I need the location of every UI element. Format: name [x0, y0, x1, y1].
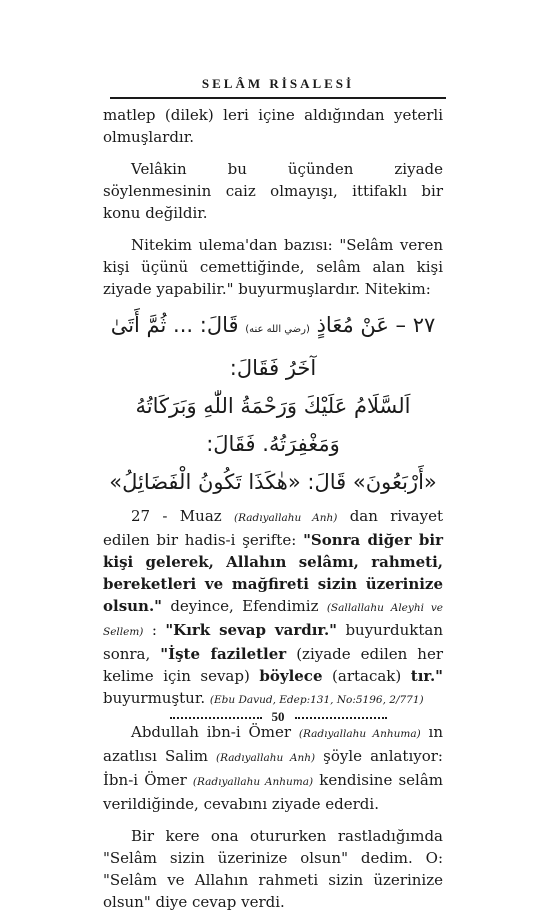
footer-dots-right — [295, 717, 387, 719]
header-rule — [110, 97, 446, 99]
hadith-text: buyurduktan sonra, — [103, 621, 443, 663]
paragraph-text: ın azatlısı Salim — [103, 723, 443, 765]
hadith-quote: "Kırk sevap vardır." — [165, 621, 337, 639]
arabic-line-1 — [103, 306, 443, 387]
running-header: SELÂM RİSALESİ — [201, 76, 355, 91]
hadith-quote: böylece — [259, 667, 323, 685]
page-body — [103, 104, 443, 913]
hadith-text: (artacak) — [322, 667, 411, 685]
hadith-text: : — [143, 621, 166, 639]
hadith-text: (ziyade edilen her kelime için sevap) — [103, 645, 443, 685]
paragraph-5 — [103, 721, 443, 815]
honorific: (Sallallahu Aleyhi ve Sellem) — [103, 602, 443, 638]
hadith-quote: "İşte faziletler — [160, 645, 287, 663]
paragraph-text: şöyle anlatıyor: İbn-i Ömer — [103, 747, 443, 789]
arabic-line-1-end: قَالَ: ... ثُمَّ أَتَىٰ آخَرُ فَقَالَ: — [110, 313, 317, 380]
hadith-text: deyince, Efendimiz — [162, 597, 327, 615]
arabic-line-3: «أَرْبَعُونَ» قَالَ: «هٰكَذَا تَكُونُ الْفَضَائِلُ» — [109, 470, 437, 494]
page-number: 50 — [271, 709, 285, 724]
hadith-text: dan rivayet edilen bir hadis-i şerifte: — [103, 507, 443, 549]
page-footer — [110, 709, 446, 725]
honorific: (Radıyallahu Anh) — [216, 752, 316, 764]
paragraph-1: matlep (dilek) leri içine aldığından yeterli olmuşlardır. — [103, 106, 443, 146]
honorific: (Radıyallahu Anhuma) — [298, 728, 421, 740]
arabic-hadith-text — [103, 306, 443, 501]
hadith-text: 27 - Muaz — [131, 507, 234, 525]
paragraph-3: Nitekim ulema'dan bazısı: "Selâm veren kişi üçünü cemettiğinde, selâm alan kişi ziyade yapabilir." buyurmuşlardır. Nitekim: — [103, 236, 443, 298]
paragraph-2: Velâkin bu üçünden ziyade söylenmesinin caiz olmayışı, ittifaklı bir konu değildir. — [103, 160, 443, 222]
hadith-quote: tır." — [410, 667, 443, 685]
honorific: (Radıyallahu Anh) — [234, 512, 338, 524]
paragraph-text: kendisine selâm verildiğinde, cevabını ziyade ederdi. — [103, 771, 443, 813]
hadith-quote: "Sonra diğer bir kişi gelerek, Allahın selâmı, rahmeti, bereketleri ve mağfireti sizin üzerinize olsun." — [103, 531, 443, 615]
honorific: (Radıyallahu Anhuma) — [192, 776, 314, 788]
hadith-translation — [103, 505, 443, 711]
paragraph-6: Bir kere ona otururken rastladığımda "Selâm sizin üzerinize olsun" dedim. O: "Selâm ve Allahın rahmeti sizin üzerinize olsun" diye cevap verdi. — [103, 827, 443, 911]
arabic-line-2: اَلسَّلَامُ عَلَيْكَ وَرَحْمَةُ اللّٰهِ وَبَرَكَاتُهُ وَمَغْفِرَتُهُ. فَقَالَ: — [135, 394, 411, 456]
arabic-line-1-start: ٢٧ – عَنْ مُعَاذٍ — [316, 313, 436, 337]
paragraph-text: Abdullah ibn-i Ömer — [131, 723, 299, 741]
arabic-honorific: (رضي الله عنه) — [245, 324, 310, 335]
hadith-text: buyurmuştur. — [103, 689, 210, 707]
hadith-reference: (Ebu Davud, Edep:131, No:5196, 2/771) — [209, 694, 424, 706]
footer-dots-left — [170, 717, 262, 719]
